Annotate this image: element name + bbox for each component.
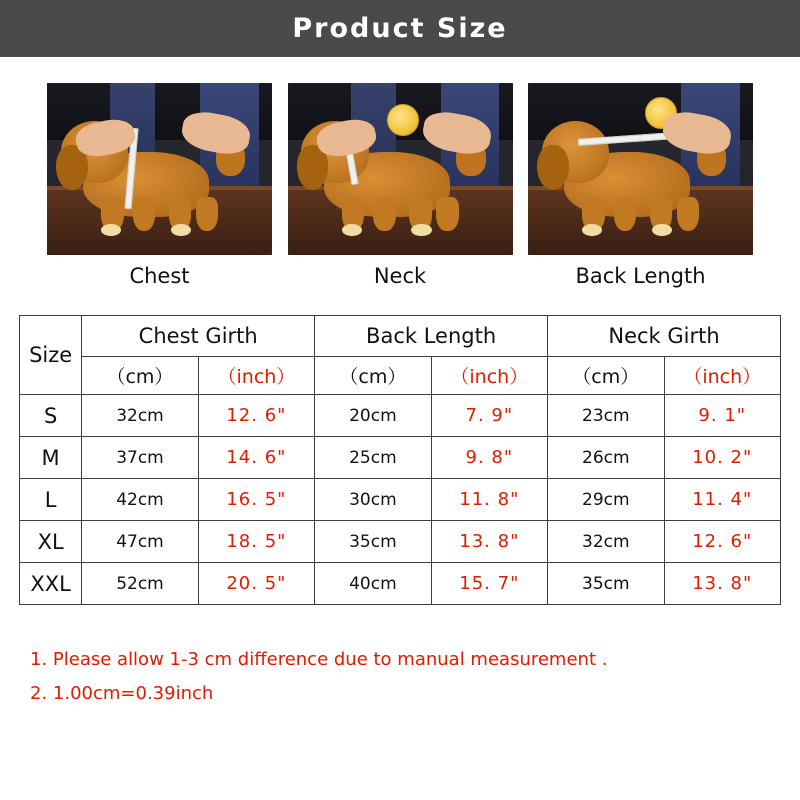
photo-caption: Back Length xyxy=(575,264,706,288)
toy-dog-leg xyxy=(373,197,396,231)
cell-back-inch: 9. 8" xyxy=(431,437,547,479)
cell-chest-inch: 14. 6" xyxy=(198,437,314,479)
cell-back-inch: 7. 9" xyxy=(431,395,547,437)
tape-reel-icon xyxy=(387,104,419,136)
table-row xyxy=(20,479,781,521)
neck-photo-cell xyxy=(288,83,513,288)
cell-back-cm: 30cm xyxy=(315,479,431,521)
cell-chest-inch: 18. 5" xyxy=(198,521,314,563)
toy-dog-leg xyxy=(436,197,459,231)
cell-neck-cm: 35cm xyxy=(548,563,664,605)
unit-back-cm: （cm） xyxy=(315,357,431,395)
cell-chest-cm: 32cm xyxy=(82,395,198,437)
row-size-label: XL xyxy=(20,521,82,563)
unit-back-inch: （inch） xyxy=(431,357,547,395)
photo-strip xyxy=(0,57,800,288)
note-measurement-tolerance: 1. Please allow 1-3 cm difference due to manual measurement . xyxy=(30,649,608,670)
cell-chest-cm: 37cm xyxy=(82,437,198,479)
unit-chest-inch: （inch） xyxy=(198,357,314,395)
table-row xyxy=(20,521,781,563)
chest-photo-cell xyxy=(47,83,272,288)
unit-neck-inch: （inch） xyxy=(664,357,781,395)
size-chart xyxy=(19,315,781,605)
cell-neck-inch: 11. 4" xyxy=(664,479,781,521)
cell-back-cm: 40cm xyxy=(315,563,431,605)
toy-dog-paw xyxy=(411,224,431,236)
photo-caption: Chest xyxy=(129,264,190,288)
chest-measurement-photo xyxy=(47,83,272,255)
cell-back-cm: 35cm xyxy=(315,521,431,563)
back-length-measurement-photo xyxy=(528,83,753,255)
cell-back-inch: 11. 8" xyxy=(431,479,547,521)
row-size-label: XXL xyxy=(20,563,82,605)
cell-back-cm: 20cm xyxy=(315,395,431,437)
notes-block xyxy=(30,643,800,711)
table-row xyxy=(20,563,781,605)
cell-neck-inch: 12. 6" xyxy=(664,521,781,563)
cell-neck-cm: 23cm xyxy=(548,395,664,437)
toy-dog-paw xyxy=(342,224,362,236)
size-table xyxy=(19,315,781,605)
cell-neck-inch: 9. 1" xyxy=(664,395,781,437)
row-size-label: S xyxy=(20,395,82,437)
toy-dog-leg xyxy=(133,197,156,231)
cell-neck-cm: 26cm xyxy=(548,437,664,479)
cell-back-inch: 15. 7" xyxy=(431,563,547,605)
toy-dog-ear xyxy=(537,145,569,190)
unit-chest-cm: （cm） xyxy=(82,357,198,395)
cell-chest-inch: 12. 6" xyxy=(198,395,314,437)
cell-neck-cm: 32cm xyxy=(548,521,664,563)
cell-back-inch: 13. 8" xyxy=(431,521,547,563)
photo-caption: Neck xyxy=(373,264,427,288)
cell-neck-inch: 10. 2" xyxy=(664,437,781,479)
toy-dog-leg xyxy=(196,197,219,231)
cell-neck-cm: 29cm xyxy=(548,479,664,521)
cell-chest-cm: 42cm xyxy=(82,479,198,521)
unit-neck-cm: （cm） xyxy=(548,357,664,395)
toy-dog-paw xyxy=(652,224,672,236)
table-header-row xyxy=(20,316,781,357)
toy-dog-leg xyxy=(614,197,637,231)
header-bar xyxy=(0,0,800,57)
cell-chest-cm: 52cm xyxy=(82,563,198,605)
column-header-neck-girth: Neck Girth xyxy=(548,316,781,357)
back-length-photo-cell xyxy=(528,83,753,288)
toy-dog-leg xyxy=(677,197,700,231)
row-size-label: L xyxy=(20,479,82,521)
table-unit-row xyxy=(20,357,781,395)
column-header-back-length: Back Length xyxy=(315,316,548,357)
page-title: Product Size xyxy=(292,13,508,44)
cell-chest-inch: 20. 5" xyxy=(198,563,314,605)
toy-dog-paw xyxy=(171,224,191,236)
column-header-size: Size xyxy=(20,316,82,395)
cell-back-cm: 25cm xyxy=(315,437,431,479)
cell-chest-cm: 47cm xyxy=(82,521,198,563)
table-row xyxy=(20,437,781,479)
note-unit-conversion: 2. 1.00cm=0.39inch xyxy=(30,683,214,704)
neck-measurement-photo xyxy=(288,83,513,255)
row-size-label: M xyxy=(20,437,82,479)
table-row xyxy=(20,395,781,437)
cell-chest-inch: 16. 5" xyxy=(198,479,314,521)
column-header-chest-girth: Chest Girth xyxy=(82,316,315,357)
cell-neck-inch: 13. 8" xyxy=(664,563,781,605)
